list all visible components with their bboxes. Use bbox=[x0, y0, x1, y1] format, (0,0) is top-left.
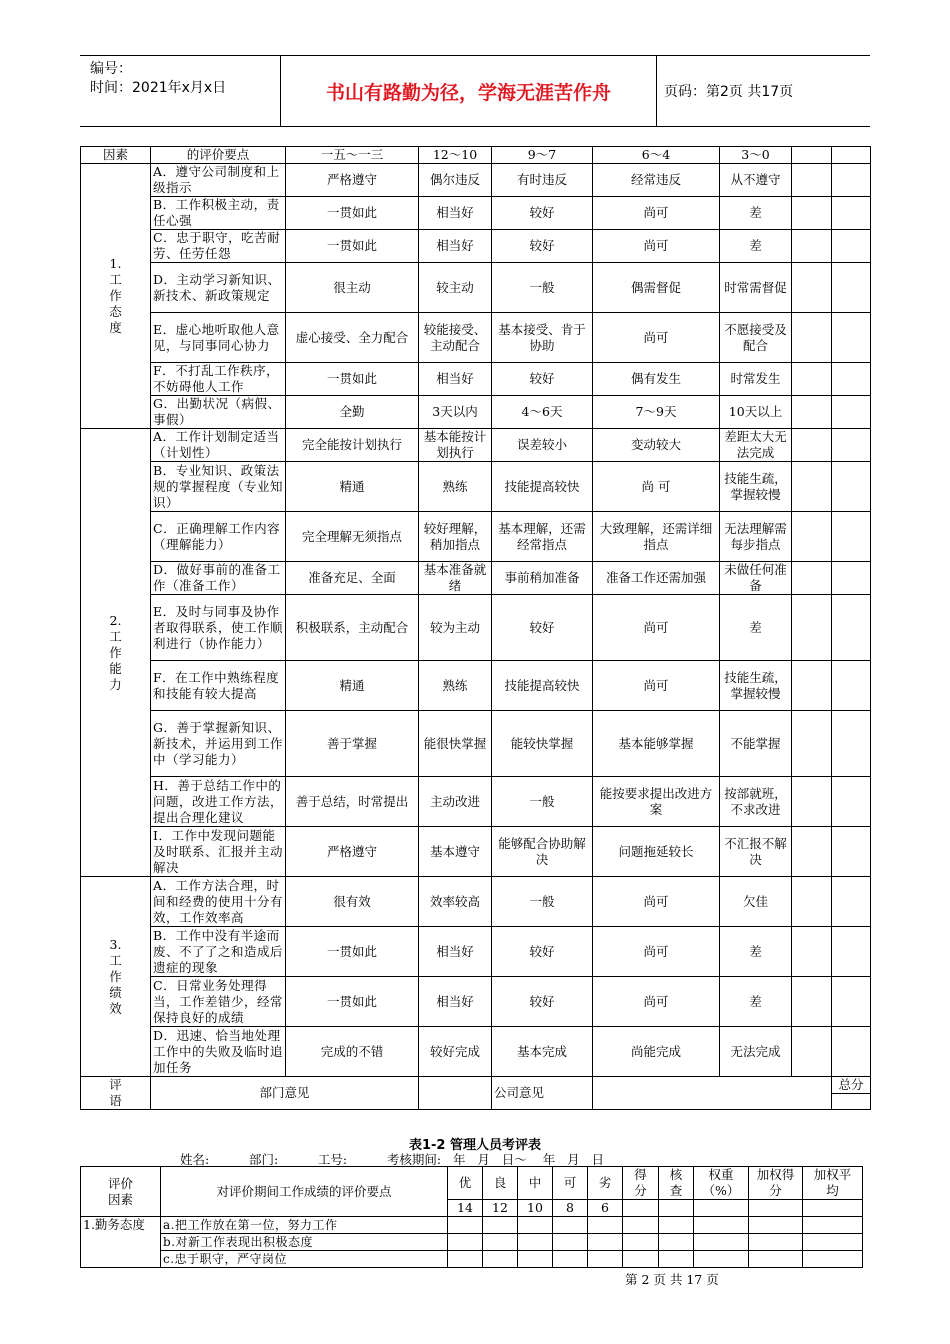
empty-cell bbox=[623, 1217, 659, 1234]
motto: 书山有路勤为径，学海无涯苦作舟 bbox=[280, 56, 657, 126]
empty-cell bbox=[623, 1200, 659, 1217]
rating-cell: 尚可 bbox=[593, 977, 720, 1027]
dept-opinion-cell bbox=[419, 1077, 492, 1110]
empty-cell bbox=[518, 1217, 553, 1234]
score-cell bbox=[792, 927, 832, 977]
requirement-cell: C．正确理解工作内容（理解能力） bbox=[151, 512, 286, 562]
empty-cell bbox=[448, 1251, 483, 1268]
rating-cell: 基本能够掌握 bbox=[593, 711, 720, 777]
rating-cell: 经常违反 bbox=[593, 164, 720, 197]
table-row bbox=[81, 595, 871, 661]
rating-cell: 一贯如此 bbox=[286, 197, 419, 230]
company-opinion-cell bbox=[593, 1077, 832, 1110]
check-header: 核 查 bbox=[659, 1167, 694, 1200]
table-row bbox=[81, 429, 871, 462]
rating-cell: 技能生疏，掌握较慢 bbox=[720, 661, 792, 711]
rating-cell: 差 bbox=[720, 927, 792, 977]
rating-cell: 尚可 bbox=[593, 313, 720, 363]
factor-header: 评价 因素 bbox=[81, 1167, 161, 1217]
time-label: 时间：2021年x月x日 bbox=[90, 80, 227, 96]
rating-cell: 效率较高 bbox=[419, 877, 492, 927]
grade-value: 12 bbox=[483, 1200, 518, 1217]
requirement-cell: H．善于总结工作中的问题，改进工作方法，提出合理化建议 bbox=[151, 777, 286, 827]
rating-cell: 基本理解，还需经常指点 bbox=[492, 512, 593, 562]
rating-cell: 差 bbox=[720, 977, 792, 1027]
empty-cell bbox=[553, 1234, 588, 1251]
rating-cell: 尚能完成 bbox=[593, 1027, 720, 1077]
empty-cell bbox=[659, 1234, 694, 1251]
rating-cell: 较好 bbox=[492, 927, 593, 977]
empty-cell bbox=[448, 1234, 483, 1251]
empty-cell bbox=[694, 1217, 749, 1234]
score-cell bbox=[832, 164, 871, 197]
table-row bbox=[81, 363, 871, 396]
empty-cell bbox=[588, 1217, 623, 1234]
grade-value: 14 bbox=[448, 1200, 483, 1217]
comment-row bbox=[81, 1077, 871, 1094]
requirement-cell: F．不打乱工作秩序，不妨碍他人工作 bbox=[151, 363, 286, 396]
requirement-cell: D．主动学习新知识、新技术、新政策规定 bbox=[151, 263, 286, 313]
score-cell bbox=[832, 313, 871, 363]
rating-cell: 偶需督促 bbox=[593, 263, 720, 313]
table-row bbox=[81, 512, 871, 562]
score-cell bbox=[792, 595, 832, 661]
rating-cell: 一般 bbox=[492, 877, 593, 927]
rating-cell: 尚可 bbox=[593, 927, 720, 977]
column-header: 一五～一三 bbox=[286, 147, 419, 164]
score-cell bbox=[792, 661, 832, 711]
requirement-cell: D．做好事前的准备工作（准备工作） bbox=[151, 562, 286, 595]
empty-cell bbox=[588, 1234, 623, 1251]
score-header: 得 分 bbox=[623, 1167, 659, 1200]
requirement-cell: G．善于掌握新知识、新技术，并运用到工作中（学习能力） bbox=[151, 711, 286, 777]
points-header: 对评价期间工作成绩的评价要点 bbox=[161, 1167, 448, 1217]
score-cell bbox=[792, 827, 832, 877]
empty-cell bbox=[483, 1251, 518, 1268]
score-cell bbox=[792, 711, 832, 777]
page-info: 页码：第2页 共17页 bbox=[664, 84, 794, 100]
score-cell bbox=[792, 230, 832, 263]
page-footer: 第 2 页 共 17 页 bbox=[625, 1272, 719, 1287]
table-row bbox=[81, 927, 871, 977]
rating-cell: 时常发生 bbox=[720, 363, 792, 396]
rating-cell: 准备充足、全面 bbox=[286, 562, 419, 595]
rating-cell: 大致理解，还需详细指点 bbox=[593, 512, 720, 562]
dept-opinion-label: 部门意见 bbox=[151, 1077, 419, 1110]
requirement-cell: A．工作计划制定适当（计划性） bbox=[151, 429, 286, 462]
requirement-cell: A．遵守公司制度和上级指示 bbox=[151, 164, 286, 197]
empty-cell bbox=[749, 1200, 803, 1217]
requirement-cell: I．工作中发现问题能及时联系、汇报并主动解决 bbox=[151, 827, 286, 877]
table2-title: 表1-2 管理人员考评表 bbox=[408, 1138, 541, 1153]
score-cell bbox=[792, 877, 832, 927]
rating-cell: 较好 bbox=[492, 363, 593, 396]
rating-cell: 较好 bbox=[492, 977, 593, 1027]
rating-cell: 未做任何准备 bbox=[720, 562, 792, 595]
rating-cell: 较能接受、主动配合 bbox=[419, 313, 492, 363]
score-cell bbox=[792, 429, 832, 462]
rating-cell: 能很快掌握 bbox=[419, 711, 492, 777]
empty-cell bbox=[553, 1217, 588, 1234]
rating-cell: 不愿接受及配合 bbox=[720, 313, 792, 363]
empty-cell bbox=[749, 1217, 803, 1234]
score-cell bbox=[832, 877, 871, 927]
rating-cell: 相当好 bbox=[419, 363, 492, 396]
rating-cell: 技能生疏，掌握较慢 bbox=[720, 462, 792, 512]
rating-cell: 基本接受、肯于协助 bbox=[492, 313, 593, 363]
rating-cell: 尚可 bbox=[593, 230, 720, 263]
rating-cell: 较主动 bbox=[419, 263, 492, 313]
rating-cell: 尚可 bbox=[593, 661, 720, 711]
score-cell bbox=[832, 711, 871, 777]
rating-cell: 很有效 bbox=[286, 877, 419, 927]
grade-header: 良 bbox=[483, 1167, 518, 1200]
rating-cell: 时常需督促 bbox=[720, 263, 792, 313]
grade-value: 6 bbox=[588, 1200, 623, 1217]
factor-cell: 1.勤务态度 bbox=[81, 1217, 161, 1268]
rating-cell: 一贯如此 bbox=[286, 977, 419, 1027]
score-cell bbox=[832, 512, 871, 562]
rating-cell: 相当好 bbox=[419, 977, 492, 1027]
empty-cell bbox=[803, 1251, 863, 1268]
table2-meta: 姓名: 部门: 工号: 考核期间: 年 月 日～ 年 月 日 bbox=[180, 1152, 605, 1167]
empty-cell bbox=[483, 1234, 518, 1251]
rating-cell: 完全能按计划执行 bbox=[286, 429, 419, 462]
empty-cell bbox=[518, 1251, 553, 1268]
grade-header: 可 bbox=[553, 1167, 588, 1200]
manager-evaluation-table bbox=[80, 1166, 863, 1268]
rating-cell: 一贯如此 bbox=[286, 927, 419, 977]
table-row bbox=[81, 877, 871, 927]
rating-cell: 积极联系，主动配合 bbox=[286, 595, 419, 661]
rating-cell: 较好 bbox=[492, 595, 593, 661]
column-header bbox=[832, 147, 871, 164]
empty-cell bbox=[518, 1234, 553, 1251]
empty-cell bbox=[749, 1251, 803, 1268]
empty-cell bbox=[659, 1217, 694, 1234]
rating-cell: 善于总结，时常提出 bbox=[286, 777, 419, 827]
rating-cell: 误差较小 bbox=[492, 429, 593, 462]
empty-cell bbox=[694, 1234, 749, 1251]
total-label: 总分 bbox=[832, 1077, 871, 1094]
empty-cell bbox=[803, 1234, 863, 1251]
rating-cell: 变动较大 bbox=[593, 429, 720, 462]
column-header: 12～10 bbox=[419, 147, 492, 164]
company-opinion-label: 公司意见 bbox=[492, 1077, 593, 1110]
rating-cell: 熟练 bbox=[419, 462, 492, 512]
rating-cell: 精通 bbox=[286, 462, 419, 512]
rating-cell: 事前稍加准备 bbox=[492, 562, 593, 595]
factor-cell: 1. 工 作 态 度 bbox=[81, 164, 151, 429]
table-row bbox=[81, 1027, 871, 1077]
score-cell bbox=[792, 396, 832, 429]
column-header: 9～7 bbox=[492, 147, 593, 164]
rating-cell: 偶有发生 bbox=[593, 363, 720, 396]
rating-cell: 有时违反 bbox=[492, 164, 593, 197]
rating-cell: 较好理解，稍加指点 bbox=[419, 512, 492, 562]
score-cell bbox=[792, 1027, 832, 1077]
rating-cell: 很主动 bbox=[286, 263, 419, 313]
score-cell bbox=[832, 197, 871, 230]
grade-header: 中 bbox=[518, 1167, 553, 1200]
table-row bbox=[81, 711, 871, 777]
header-left bbox=[90, 60, 285, 98]
rating-cell: 不汇报不解决 bbox=[720, 827, 792, 877]
weight-header: 权重 （%） bbox=[694, 1167, 749, 1200]
column-header: 因素 bbox=[81, 147, 151, 164]
score-cell bbox=[792, 313, 832, 363]
column-header: 的评价要点 bbox=[151, 147, 286, 164]
table-row bbox=[81, 827, 871, 877]
score-cell bbox=[792, 512, 832, 562]
empty-cell bbox=[659, 1200, 694, 1217]
empty-cell bbox=[553, 1251, 588, 1268]
score-cell bbox=[832, 1027, 871, 1077]
score-cell bbox=[832, 661, 871, 711]
rating-cell: 准备工作还需加强 bbox=[593, 562, 720, 595]
column-header: 3～0 bbox=[720, 147, 792, 164]
score-cell bbox=[832, 562, 871, 595]
score-cell bbox=[832, 429, 871, 462]
score-cell bbox=[832, 927, 871, 977]
table-row bbox=[81, 777, 871, 827]
grade-header: 劣 bbox=[588, 1167, 623, 1200]
evaluation-table bbox=[80, 146, 871, 1110]
requirement-cell: D．迅速、恰当地处理工作中的失败及临时追加任务 bbox=[151, 1027, 286, 1077]
empty-cell bbox=[483, 1217, 518, 1234]
rating-cell: 无法完成 bbox=[720, 1027, 792, 1077]
rating-cell: 尚 可 bbox=[593, 462, 720, 512]
score-cell bbox=[832, 462, 871, 512]
item-row bbox=[81, 1234, 863, 1251]
factor-cell: 3. 工 作 绩 效 bbox=[81, 877, 151, 1077]
rating-cell: 偶尔违反 bbox=[419, 164, 492, 197]
score-cell bbox=[792, 562, 832, 595]
score-cell bbox=[832, 263, 871, 313]
rating-cell: 较好 bbox=[492, 197, 593, 230]
requirement-cell: F．在工作中熟练程度和技能有较大提高 bbox=[151, 661, 286, 711]
rating-cell: 相当好 bbox=[419, 230, 492, 263]
rating-cell: 不能掌握 bbox=[720, 711, 792, 777]
total-cell bbox=[832, 1094, 871, 1110]
rating-cell: 尚可 bbox=[593, 595, 720, 661]
rating-cell: 能较快掌握 bbox=[492, 711, 593, 777]
item-cell: a.把工作放在第一位，努力工作 bbox=[161, 1217, 448, 1234]
rating-cell: 相当好 bbox=[419, 927, 492, 977]
item-cell: b.对新工作表现出积极态度 bbox=[161, 1234, 448, 1251]
table-row bbox=[81, 562, 871, 595]
empty-cell bbox=[803, 1200, 863, 1217]
requirement-cell: C．忠于职守，吃苦耐劳、任劳任怨 bbox=[151, 230, 286, 263]
requirement-cell: E．及时与同事及协作者取得联系，使工作顺利进行（协作能力） bbox=[151, 595, 286, 661]
rating-cell: 严格遵守 bbox=[286, 164, 419, 197]
grade-value: 10 bbox=[518, 1200, 553, 1217]
number-label: 编号： bbox=[90, 61, 132, 77]
empty-cell bbox=[623, 1251, 659, 1268]
rating-cell: 技能提高较快 bbox=[492, 462, 593, 512]
score-cell bbox=[832, 595, 871, 661]
rating-cell: 基本准备就绪 bbox=[419, 562, 492, 595]
table-row bbox=[81, 164, 871, 197]
empty-cell bbox=[749, 1234, 803, 1251]
rating-cell: 差距太大无法完成 bbox=[720, 429, 792, 462]
empty-cell bbox=[588, 1251, 623, 1268]
rating-cell: 无法理解需每步指点 bbox=[720, 512, 792, 562]
rating-cell: 一般 bbox=[492, 263, 593, 313]
requirement-cell: B．工作积极主动，责任心强 bbox=[151, 197, 286, 230]
item-row bbox=[81, 1251, 863, 1268]
rating-cell: 一贯如此 bbox=[286, 230, 419, 263]
rating-cell: 4～6天 bbox=[492, 396, 593, 429]
empty-cell bbox=[623, 1234, 659, 1251]
item-cell: c.忠于职守，严守岗位 bbox=[161, 1251, 448, 1268]
grade-value: 8 bbox=[553, 1200, 588, 1217]
table-row bbox=[81, 462, 871, 512]
rating-cell: 技能提高较快 bbox=[492, 661, 593, 711]
empty-cell bbox=[803, 1217, 863, 1234]
table-row bbox=[81, 396, 871, 429]
rating-cell: 尚可 bbox=[593, 877, 720, 927]
rating-cell: 主动改进 bbox=[419, 777, 492, 827]
item-row bbox=[81, 1217, 863, 1234]
score-cell bbox=[792, 197, 832, 230]
requirement-cell: B．专业知识、政策法规的掌握程度（专业知识） bbox=[151, 462, 286, 512]
rating-cell: 欠佳 bbox=[720, 877, 792, 927]
empty-cell bbox=[448, 1217, 483, 1234]
weighted-header: 加权得 分 bbox=[749, 1167, 803, 1200]
table-row bbox=[81, 263, 871, 313]
rating-cell: 精通 bbox=[286, 661, 419, 711]
table1-header-row bbox=[81, 147, 871, 164]
table-row bbox=[81, 977, 871, 1027]
table2-header-row bbox=[81, 1167, 863, 1200]
rating-cell: 差 bbox=[720, 595, 792, 661]
score-cell bbox=[832, 777, 871, 827]
score-cell bbox=[792, 164, 832, 197]
rating-cell: 问题拖延较长 bbox=[593, 827, 720, 877]
factor-cell: 2. 工 作 能 力 bbox=[81, 429, 151, 877]
requirement-cell: E．虚心地听取他人意见，与同事同心协力 bbox=[151, 313, 286, 363]
rating-cell: 基本能按计划执行 bbox=[419, 429, 492, 462]
score-cell bbox=[792, 462, 832, 512]
rating-cell: 从不遵守 bbox=[720, 164, 792, 197]
score-cell bbox=[792, 777, 832, 827]
rating-cell: 按部就班，不求改进 bbox=[720, 777, 792, 827]
column-header: 6～4 bbox=[593, 147, 720, 164]
requirement-cell: A．工作方法合理，时间和经费的使用十分有效，工作效率高 bbox=[151, 877, 286, 927]
table-row bbox=[81, 230, 871, 263]
empty-cell bbox=[694, 1251, 749, 1268]
requirement-cell: G．出勤状况（病假、事假） bbox=[151, 396, 286, 429]
rating-cell: 完全理解无须指点 bbox=[286, 512, 419, 562]
rating-cell: 能够配合协助解决 bbox=[492, 827, 593, 877]
avg-header: 加权平 均 bbox=[803, 1167, 863, 1200]
rating-cell: 一贯如此 bbox=[286, 363, 419, 396]
table-row bbox=[81, 661, 871, 711]
rating-cell: 较好完成 bbox=[419, 1027, 492, 1077]
rating-cell: 基本完成 bbox=[492, 1027, 593, 1077]
comment-label: 评 语 bbox=[81, 1077, 151, 1110]
rating-cell: 7～9天 bbox=[593, 396, 720, 429]
grade-header: 优 bbox=[448, 1167, 483, 1200]
score-cell bbox=[792, 263, 832, 313]
page-header bbox=[80, 55, 870, 127]
rating-cell: 较好 bbox=[492, 230, 593, 263]
rating-cell: 尚可 bbox=[593, 197, 720, 230]
score-cell bbox=[792, 977, 832, 1027]
rating-cell: 熟练 bbox=[419, 661, 492, 711]
empty-cell bbox=[694, 1200, 749, 1217]
rating-cell: 严格遵守 bbox=[286, 827, 419, 877]
table-row bbox=[81, 313, 871, 363]
rating-cell: 全勤 bbox=[286, 396, 419, 429]
score-cell bbox=[792, 363, 832, 396]
table-row bbox=[81, 197, 871, 230]
score-cell bbox=[832, 230, 871, 263]
rating-cell: 较为主动 bbox=[419, 595, 492, 661]
empty-cell bbox=[659, 1251, 694, 1268]
rating-cell: 基本遵守 bbox=[419, 827, 492, 877]
rating-cell: 一般 bbox=[492, 777, 593, 827]
rating-cell: 差 bbox=[720, 230, 792, 263]
rating-cell: 相当好 bbox=[419, 197, 492, 230]
score-cell bbox=[832, 363, 871, 396]
score-cell bbox=[832, 396, 871, 429]
rating-cell: 差 bbox=[720, 197, 792, 230]
rating-cell: 3天以内 bbox=[419, 396, 492, 429]
rating-cell: 能按要求提出改进方案 bbox=[593, 777, 720, 827]
score-cell bbox=[832, 977, 871, 1027]
rating-cell: 虚心接受、全力配合 bbox=[286, 313, 419, 363]
column-header bbox=[792, 147, 832, 164]
requirement-cell: B．工作中没有半途而废、不了了之和造成后遗症的现象 bbox=[151, 927, 286, 977]
requirement-cell: C．日常业务处理得当，工作差错少，经常保持良好的成绩 bbox=[151, 977, 286, 1027]
rating-cell: 善于掌握 bbox=[286, 711, 419, 777]
rating-cell: 10天以上 bbox=[720, 396, 792, 429]
score-cell bbox=[832, 827, 871, 877]
rating-cell: 完成的不错 bbox=[286, 1027, 419, 1077]
